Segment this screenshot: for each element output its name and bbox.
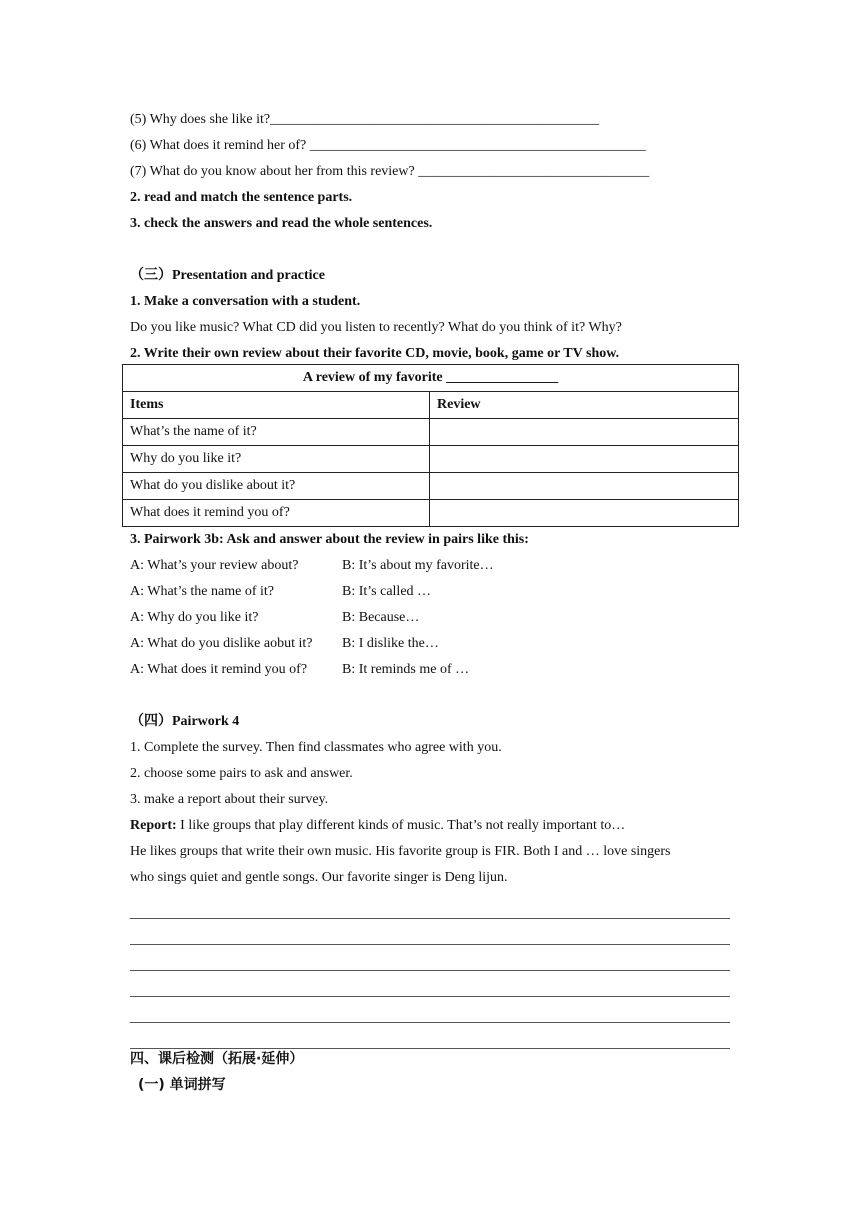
section-3-heading: （三）Presentation and practice [130, 268, 325, 283]
section-3-item-3: 3. Pairwork 3b: Ask and answer about the review in pairs like this: [130, 532, 529, 547]
report-label: Report: [130, 818, 177, 833]
table-cell-review[interactable] [430, 473, 739, 500]
spacer [130, 685, 740, 711]
question-5: (5) Why does she like it?_______________________________________________ [130, 112, 600, 127]
writing-line[interactable] [130, 971, 730, 997]
section-3-item-2: 2. Write their own review about their favorite CD, movie, book, game or TV show. [130, 346, 620, 361]
dialogue-line [130, 633, 740, 659]
dialogue-a: A: What’s your review about? [130, 558, 299, 573]
section-4-item-3: 3. make a report about their survey. [130, 792, 329, 807]
dialogue-a: A: What do you dislike aobut it? [130, 636, 313, 651]
section-3-item-1-text: Do you like music? What CD did you listen to recently? What do you think of it? Why? [130, 320, 622, 335]
after-class-heading: 四、课后检测（拓展·延伸） [130, 1051, 304, 1067]
step-2: 2. read and match the sentence parts. [130, 190, 353, 205]
column-header-review: Review [430, 392, 739, 419]
after-class-subheading: (一) 单词拼写 [138, 1077, 226, 1093]
writing-line[interactable] [130, 945, 730, 971]
dialogue-b: B: It reminds me of … [342, 662, 470, 677]
section-4-item-1: 1. Complete the survey. Then find classmates who agree with you. [130, 740, 502, 755]
report-text: I like groups that play different kinds of music. That’s not really important to… [176, 818, 626, 833]
dialogue-line [130, 555, 740, 581]
section-4-item-2: 2. choose some pairs to ask and answer. [130, 766, 353, 781]
step-3: 3. check the answers and read the whole sentences. [130, 216, 433, 231]
report-line [130, 815, 740, 841]
dialogue-a: A: Why do you like it? [130, 610, 259, 625]
column-header-items: Items [123, 392, 430, 419]
table-cell-item: What do you dislike about it? [123, 473, 430, 500]
dialogue-b: B: I dislike the… [342, 636, 439, 651]
dialogue-line [130, 581, 740, 607]
dialogue-a: A: What does it remind you of? [130, 662, 308, 677]
dialogue-line [130, 659, 740, 685]
report-continuation-2: who sings quiet and gentle songs. Our favorite singer is Deng lijun. [130, 870, 508, 885]
writing-line[interactable] [130, 919, 730, 945]
dialogue-b: B: It’s about my favorite… [342, 558, 494, 573]
review-table-title: A review of my favorite ________________ [123, 365, 739, 392]
dialogue-b: B: It’s called … [342, 584, 432, 599]
section-4-heading: （四）Pairwork 4 [130, 714, 240, 729]
section-3-item-1: 1. Make a conversation with a student. [130, 294, 361, 309]
worksheet-page [130, 109, 740, 1101]
review-table [122, 364, 739, 527]
table-row [123, 500, 739, 527]
question-7: (7) What do you know about her from this review? _________________________________ [130, 164, 650, 179]
question-6: (6) What does it remind her of? ________________________________________________ [130, 138, 646, 153]
report-continuation-1: He likes groups that write their own music. His favorite group is FIR. Both I and … love singers [130, 844, 671, 859]
table-cell-review[interactable] [430, 419, 739, 446]
spacer [130, 239, 740, 265]
writing-line[interactable] [130, 893, 730, 919]
table-cell-review[interactable] [430, 500, 739, 527]
table-cell-review[interactable] [430, 446, 739, 473]
dialogue-line [130, 607, 740, 633]
dialogue-b: B: Because… [342, 610, 420, 625]
table-cell-item: What does it remind you of? [123, 500, 430, 527]
table-row [123, 419, 739, 446]
table-row [123, 473, 739, 500]
writing-line[interactable] [130, 997, 730, 1023]
table-row [123, 446, 739, 473]
table-cell-item: What’s the name of it? [123, 419, 430, 446]
dialogue-a: A: What’s the name of it? [130, 584, 274, 599]
table-cell-item: Why do you like it? [123, 446, 430, 473]
writing-line[interactable] [130, 1023, 730, 1049]
